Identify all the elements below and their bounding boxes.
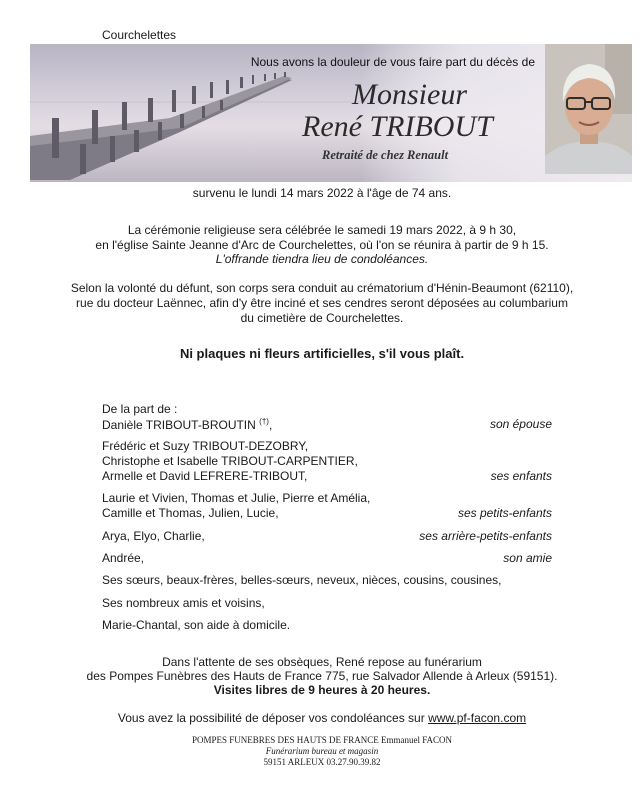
spouse-name-text: Danièle TRIBOUT-BROUTIN (102, 418, 256, 432)
deceased-occupation: Retraité de chez Renault (322, 148, 449, 162)
cremation-line-1: Selon la volonté du défunt, son corps sera conduit au crématorium d'Hénin-Beaumont (62110), (70, 281, 574, 295)
friend-name: Andrée, (102, 551, 145, 565)
deceased-name: René TRIBOUT (302, 110, 493, 143)
announcement-intro: Nous avons la douleur de vous faire part du décès de (250, 55, 535, 69)
friends-line: Ses nombreux amis et voisins, (102, 596, 265, 610)
visiting-hours: Visites libres de 9 heures à 20 heures. (213, 683, 431, 697)
family-heading: De la part de : (102, 402, 178, 416)
spouse-mark: (†) (259, 417, 269, 426)
honorific-title: Monsieur (352, 78, 467, 111)
funeral-home-line-1: Dans l'attente de ses obsèques, René repose au funérarium (162, 655, 482, 669)
great-grandchildren: Arya, Elyo, Charlie, (102, 529, 205, 543)
portrait-image (545, 44, 632, 174)
ceremony-line-3: L'offrande tiendra lieu de condoléances. (215, 252, 429, 266)
helper-line: Marie-Chantal, son aide à domicile. (102, 618, 291, 632)
spouse-role: son épouse (489, 417, 552, 431)
cremation-line-3: du cimetière de Courchelettes. (240, 311, 404, 325)
spouse-suffix: , (268, 418, 273, 432)
no-flowers-notice: Ni plaques ni fleurs artificielles, s'il vous plaît. (179, 346, 465, 361)
portrait-photo (545, 44, 632, 174)
header-banner (30, 44, 632, 182)
death-notice: survenu le lundi 14 mars 2022 à l'âge de 74 ans. (192, 186, 452, 200)
grandchildren-2: Camille et Thomas, Julien, Lucie, (102, 506, 279, 520)
siblings-line: Ses sœurs, beaux-frères, belles-sœurs, neveux, nièces, cousins, cousines, (102, 573, 502, 587)
condolences-link[interactable]: www.pf-facon.com (428, 711, 527, 725)
children-role: ses enfants (490, 469, 552, 483)
cremation-line-2: rue du docteur Laënnec, afin d'y être inciné et ses cendres seront déposées au columbarium (76, 296, 568, 310)
town-label: Courchelettes (102, 28, 177, 42)
ceremony-line-2: en l'église Sainte Jeanne d'Arc de Courchelettes, où l'on se réunira à partir de 9 h 15. (95, 238, 549, 252)
footer-contact: 59151 ARLEUX 03.27.90.39.82 (263, 757, 381, 767)
child-1: Frédéric et Suzy TRIBOUT-DEZOBRY, (102, 439, 309, 453)
grandchildren-1: Laurie et Vivien, Thomas et Julie, Pierre et Amélia, (102, 491, 371, 505)
great-grandchildren-role: ses arrière-petits-enfants (419, 529, 552, 543)
friend-role: son amie (503, 551, 552, 565)
ceremony-line-1: La cérémonie religieuse sera célébrée le samedi 19 mars 2022, à 9 h 30, (127, 223, 517, 237)
grandchildren-role: ses petits-enfants (457, 506, 552, 520)
child-2: Christophe et Isabelle TRIBOUT-CARPENTIER, (102, 454, 358, 468)
condolences-text: Vous avez la possibilité de déposer vos condoléances sur (117, 711, 425, 725)
funeral-home-line-2: des Pompes Funèbres des Hauts de France 775, rue Salvador Allende à Arleux (59151). (86, 669, 558, 683)
condolences-line (0, 711, 644, 725)
child-3: Armelle et David LEFRERE-TRIBOUT, (102, 469, 308, 483)
footer-services: Funérarium bureau et magasin (265, 746, 379, 756)
footer-company: POMPES FUNEBRES DES HAUTS DE FRANCE Emmanuel FACON (191, 735, 453, 745)
spouse-name (102, 417, 272, 432)
